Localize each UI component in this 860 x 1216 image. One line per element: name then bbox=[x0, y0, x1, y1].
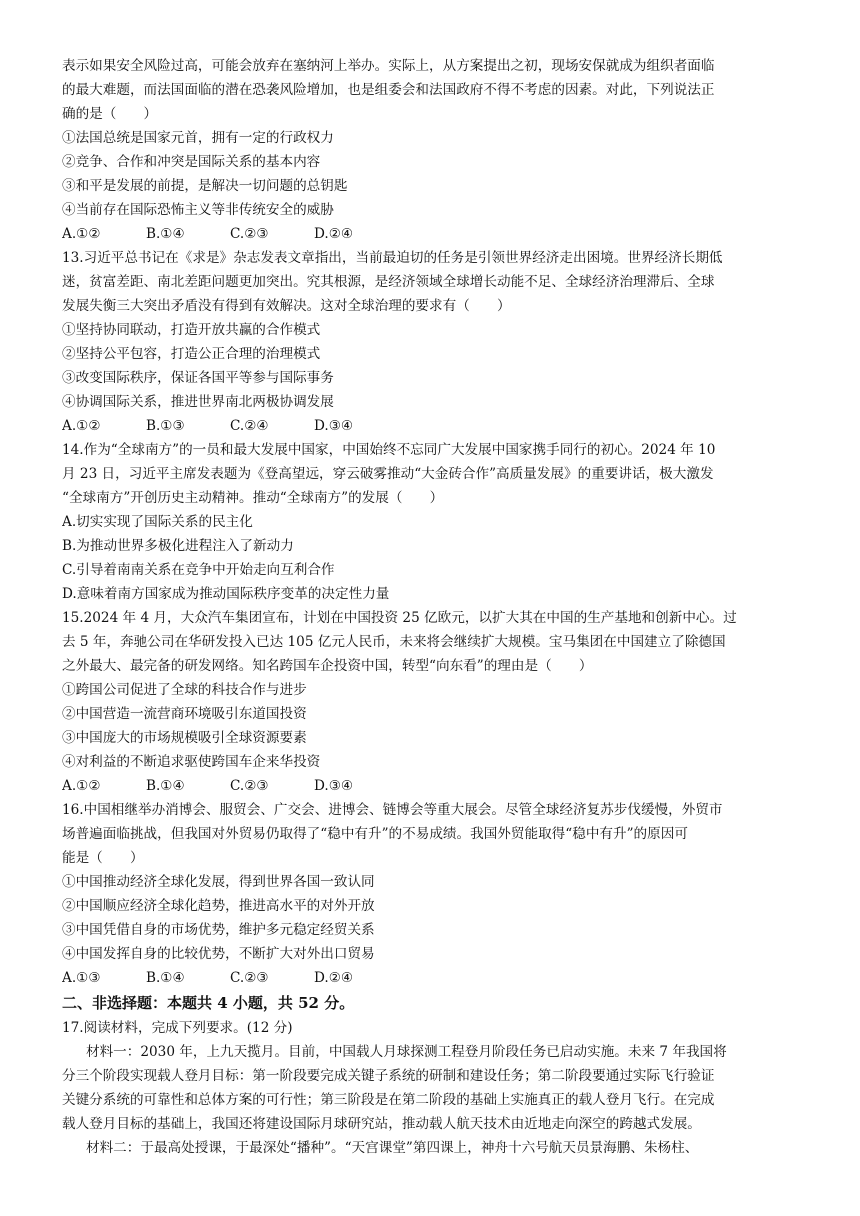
q12-option-4: ④当前存在国际恐怖主义等非传统安全的威胁 bbox=[62, 202, 334, 218]
q12-option-2: ②竞争、合作和冲突是国际关系的基本内容 bbox=[62, 154, 321, 170]
q16-option-1: ①中国推动经济全球化发展，得到世界各国一致认同 bbox=[62, 874, 375, 890]
q13-choices bbox=[62, 416, 800, 436]
q14-choice-c: C.引导着南南关系在竞争中开始走向互利合作 bbox=[62, 562, 335, 578]
q15-option-3: ③中国庞大的市场规模吸引全球资源要素 bbox=[62, 730, 307, 746]
q16-stem-line-2: 场普遍面临挑战，但我国对外贸易仍取得了“稳中有升”的不易成绩。我国外贸能取得“稳中有升”的原因可 bbox=[62, 826, 688, 842]
q12-stem-line-3: 确的是（ ） bbox=[62, 106, 158, 122]
q15-stem-line-1: 15.2024 年 4 月，大众汽车集团宣布，计划在中国投资 25 亿欧元，以扩大其在中国的生产基地和创新中心。过 bbox=[62, 610, 737, 626]
q12-stem-line-1: 表示如果安全风险过高，可能会放弃在塞纳河上举办。实际上，从方案提出之初，现场安保就成为组织者面临 bbox=[62, 58, 715, 74]
q12-choices bbox=[62, 224, 800, 244]
q15-choice-a: A.①② bbox=[62, 778, 101, 794]
q13-stem-line-1: 13.习近平总书记在《求是》杂志发表文章指出，当前最迫切的任务是引领世界经济走出困境。世界经济长期低 bbox=[62, 250, 723, 266]
section-heading: 二、非选择题：本题共 4 小题，共 52 分。 bbox=[62, 994, 355, 1012]
q14-stem-line-2: 月 23 日，习近平主席发表题为《登高望远，穿云破雾推动“大金砖合作”高质量发展》的重要讲话，极大激发 bbox=[62, 466, 714, 482]
q14-choice-a: A.切实实现了国际关系的民主化 bbox=[62, 514, 253, 530]
q15-option-1: ①跨国公司促进了全球的科技合作与进步 bbox=[62, 682, 307, 698]
material-1-line-4: 载人登月目标的基础上，我国还将建设国际月球研究站，推动载人航天技术由近地走向深空的跨越式发展。 bbox=[62, 1116, 701, 1132]
q13-stem-line-2: 迷，贫富差距、南北差距问题更加突出。究其根源，是经济领域全球增长动能不足、全球经济治理滞后、全球 bbox=[62, 274, 715, 290]
q12-choice-d: D.②④ bbox=[314, 226, 354, 242]
q17-stem: 17.阅读材料，完成下列要求。(12 分) bbox=[62, 1020, 293, 1036]
material-1-line-2: 分三个阶段实现载人登月目标：第一阶段要完成关键子系统的研制和建设任务；第二阶段要通过实际飞行验证 bbox=[62, 1068, 715, 1084]
q15-option-2: ②中国营造一流营商环境吸引东道国投资 bbox=[62, 706, 307, 722]
q16-stem-line-1: 16.中国相继举办消博会、服贸会、广交会、进博会、链博会等重大展会。尽管全球经济复苏步伐缓慢，外贸市 bbox=[62, 802, 723, 818]
q13-choice-c: C.②④ bbox=[230, 418, 269, 434]
q14-choice-b: B.为推动世界多极化进程注入了新动力 bbox=[62, 538, 294, 554]
q16-option-3: ③中国凭借自身的市场优势，维护多元稳定经贸关系 bbox=[62, 922, 375, 938]
q12-choice-c: C.②③ bbox=[230, 226, 269, 242]
material-2-line-1: 材料二：于最高处授课，于最深处“播种”。“天宫课堂”第四课上，神舟十六号航天员景海鹏、朱杨柱、 bbox=[86, 1140, 699, 1156]
q13-choice-d: D.③④ bbox=[314, 418, 354, 434]
q16-stem-line-3: 能是（ ） bbox=[62, 850, 144, 866]
q13-choice-a: A.①② bbox=[62, 418, 101, 434]
q13-option-2: ②坚持公平包容，打造公正合理的治理模式 bbox=[62, 346, 321, 362]
q16-choice-d: D.②④ bbox=[314, 970, 354, 986]
q15-choices bbox=[62, 776, 800, 796]
q12-choice-b: B.①④ bbox=[146, 226, 185, 242]
q16-choice-a: A.①③ bbox=[62, 970, 101, 986]
q12-choice-a: A.①② bbox=[62, 226, 101, 242]
material-1-line-1: 材料一：2030 年，上九天揽月。目前，中国载人月球探测工程登月阶段任务已启动实施。未来 7 年我国将 bbox=[86, 1044, 727, 1060]
q15-stem-line-3: 之外最大、最完备的研发网络。知名跨国车企投资中国，转型“向东看”的理由是（ ） bbox=[62, 658, 593, 674]
q14-stem-line-3: “全球南方”开创历史主动精神。推动“全球南方”的发展（ ） bbox=[62, 490, 444, 506]
q15-choice-d: D.③④ bbox=[314, 778, 354, 794]
q16-choice-c: C.②③ bbox=[230, 970, 269, 986]
q16-choices bbox=[62, 968, 800, 988]
q13-option-3: ③改变国际秩序，保证各国平等参与国际事务 bbox=[62, 370, 334, 386]
q12-stem-line-2: 的最大难题，而法国面临的潜在恐袭风险增加，也是组委会和法国政府不得不考虑的因素。对此，下列说法正 bbox=[62, 82, 715, 98]
q15-option-4: ④对利益的不断追求驱使跨国车企来华投资 bbox=[62, 754, 321, 770]
q12-option-1: ①法国总统是国家元首，拥有一定的行政权力 bbox=[62, 130, 334, 146]
q14-choice-d: D.意味着南方国家成为推动国际秩序变革的决定性力量 bbox=[62, 586, 390, 602]
q15-choice-c: C.②③ bbox=[230, 778, 269, 794]
q13-option-1: ①坚持协同联动，打造开放共赢的合作模式 bbox=[62, 322, 321, 338]
q16-option-2: ②中国顺应经济全球化趋势，推进高水平的对外开放 bbox=[62, 898, 375, 914]
q13-choice-b: B.①③ bbox=[146, 418, 185, 434]
q12-option-3: ③和平是发展的前提，是解决一切问题的总钥匙 bbox=[62, 178, 348, 194]
q13-stem-line-3: 发展失衡三大突出矛盾没有得到有效解决。这对全球治理的要求有（ ） bbox=[62, 298, 511, 314]
q13-option-4: ④协调国际关系，推进世界南北两极协调发展 bbox=[62, 394, 334, 410]
q16-option-4: ④中国发挥自身的比较优势，不断扩大对外出口贸易 bbox=[62, 946, 375, 962]
q15-choice-b: B.①④ bbox=[146, 778, 185, 794]
material-1-line-3: 关键分系统的可靠性和总体方案的可行性；第三阶段是在第二阶段的基础上实施真正的载人登月飞行。在完成 bbox=[62, 1092, 715, 1108]
q15-stem-line-2: 去 5 年，奔驰公司在华研发投入已达 105 亿元人民币，未来将会继续扩大规模。宝马集团在中国建立了除德国 bbox=[62, 634, 726, 650]
q16-choice-b: B.①④ bbox=[146, 970, 185, 986]
q14-stem-line-1: 14.作为“全球南方”的一员和最大发展中国家，中国始终不忘同广大发展中国家携手同行的初心。2024 年 10 bbox=[62, 442, 716, 458]
